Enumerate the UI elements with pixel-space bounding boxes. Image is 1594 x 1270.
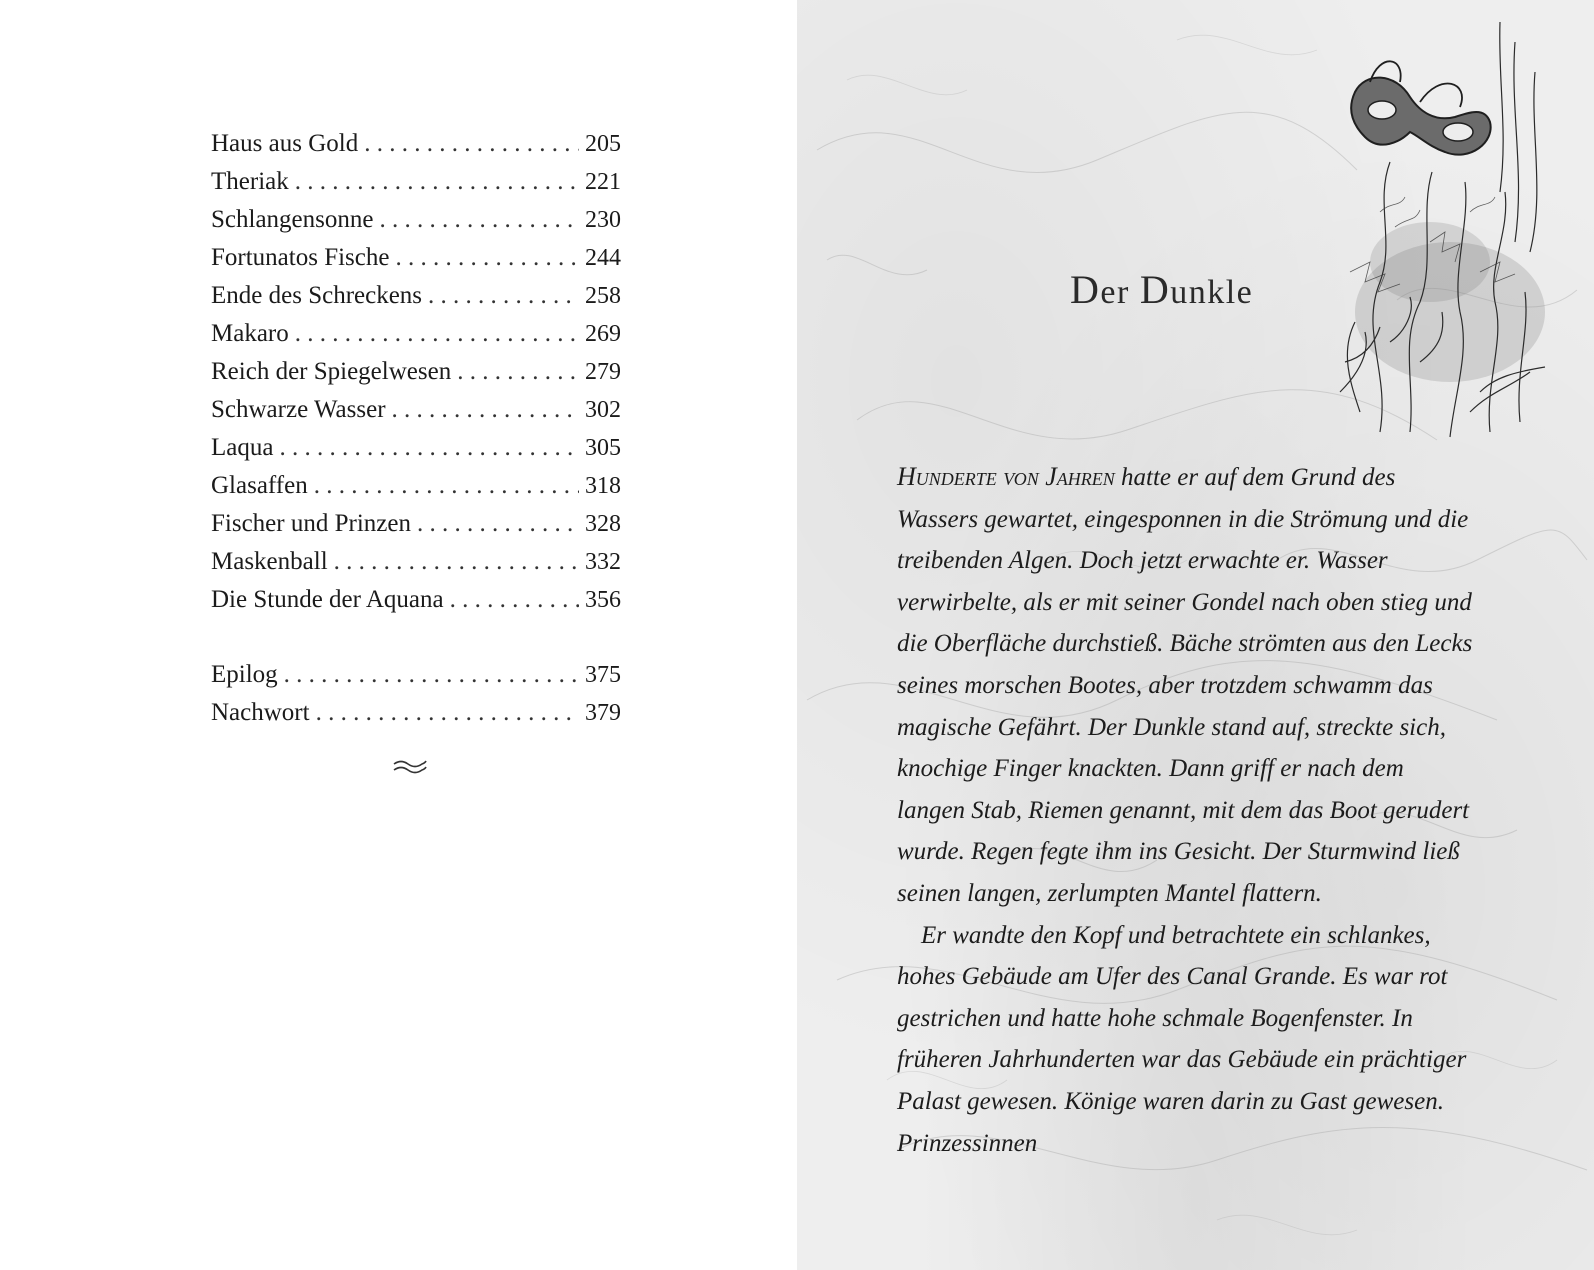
toc-page: 375 bbox=[585, 662, 621, 688]
toc-leader bbox=[295, 315, 579, 352]
toc-page: 302 bbox=[585, 397, 621, 423]
toc-entry bbox=[211, 543, 621, 581]
toc-leader bbox=[364, 125, 579, 162]
toc-leader bbox=[395, 239, 579, 276]
toc-leader bbox=[316, 694, 579, 731]
toc-entry bbox=[211, 353, 621, 391]
paragraph: Hunderte von Jahren hatte er auf dem Grund des Wassers gewartet, eingesponnen in die Strömung und die treibenden Algen. Doch jetzt erwachte er. Wasser verwirbelte, als er mit seiner Gondel nach oben stieg und die Oberfläche durchstieß. Bäche strömten aus den Lecks seines morschen Bootes, aber trotzdem schwamm das magische Gefährt. Der Dunkle stand auf, streckte sich, knochige Finger knackten. Dann griff er nach dem langen Stab, Riemen genannt, mit dem das Boot gerudert wurde. Regen fegte ihm ins Gesicht. Der Sturmwind ließ seinen langen, zerlumpten Mantel flattern. bbox=[897, 462, 1473, 907]
toc-page: 269 bbox=[585, 321, 621, 347]
toc-entry bbox=[211, 277, 621, 315]
toc-title: Makaro bbox=[211, 320, 289, 347]
toc-title: Schwarze Wasser bbox=[211, 396, 386, 423]
toc-page: 258 bbox=[585, 283, 621, 309]
toc-leader bbox=[314, 467, 579, 504]
toc-page: 205 bbox=[585, 131, 621, 157]
toc-leader bbox=[379, 201, 579, 238]
toc-entry bbox=[211, 467, 621, 505]
toc-title: Glasaffen bbox=[211, 472, 308, 499]
toc-page: 305 bbox=[585, 435, 621, 461]
toc-entry bbox=[211, 125, 621, 163]
toc-entry bbox=[211, 315, 621, 353]
toc-page: 379 bbox=[585, 700, 621, 726]
toc-leader bbox=[279, 429, 579, 466]
toc-entry bbox=[211, 581, 621, 619]
toc-page: 332 bbox=[585, 549, 621, 575]
toc-title: Epilog bbox=[211, 661, 278, 688]
toc-title: Die Stunde der Aquana bbox=[211, 586, 444, 613]
opening-words: Hunderte von Jahren bbox=[897, 462, 1115, 491]
carnival-mask-icon bbox=[1351, 61, 1491, 154]
paragraph: Er wandte den Kopf und betrachtete ein schlankes, hohes Gebäude am Ufer des Canal Grande. Es war rot gestrichen und hatte hohe schmale Bogenfenster. In früheren Jahrhunderten war das Gebäude ein prächtiger Palast gewesen. Könige waren darin zu Gast gewesen. Prinzessinnen bbox=[897, 921, 1467, 1157]
toc-leader bbox=[417, 505, 579, 542]
toc-entry bbox=[211, 391, 621, 429]
toc-entry bbox=[211, 694, 621, 732]
toc-spacer bbox=[211, 619, 621, 656]
toc-title: Fortunatos Fische bbox=[211, 244, 390, 271]
mask-seaweed-illustration bbox=[1320, 12, 1560, 452]
toc-title: Ende des Schreckens bbox=[211, 282, 423, 309]
toc-page: 230 bbox=[585, 207, 621, 233]
table-of-contents bbox=[211, 125, 621, 732]
toc-entry bbox=[211, 429, 621, 467]
toc-page: 328 bbox=[585, 511, 621, 537]
toc-title: Maskenball bbox=[211, 548, 328, 575]
toc-page: 244 bbox=[585, 245, 621, 271]
toc-leader bbox=[457, 353, 579, 390]
toc-entry bbox=[211, 656, 621, 694]
toc-entry bbox=[211, 163, 621, 201]
toc-title: Haus aus Gold bbox=[211, 130, 359, 157]
toc-leader bbox=[284, 656, 579, 693]
toc-title: Nachwort bbox=[211, 699, 310, 726]
wave-ornament-icon bbox=[392, 758, 428, 776]
toc-entry bbox=[211, 505, 621, 543]
toc-page: 279 bbox=[585, 359, 621, 385]
toc-page: 221 bbox=[585, 169, 621, 195]
toc-title: Laqua bbox=[211, 434, 274, 461]
chapter-title: Der Dunkle bbox=[1070, 267, 1254, 312]
toc-leader bbox=[392, 391, 579, 428]
toc-leader bbox=[428, 277, 579, 314]
toc-entry bbox=[211, 239, 621, 277]
chapter-body bbox=[897, 456, 1477, 1164]
toc-title: Theriak bbox=[211, 168, 289, 195]
toc-leader bbox=[334, 543, 579, 580]
toc-page: 318 bbox=[585, 473, 621, 499]
toc-entry bbox=[211, 201, 621, 239]
right-page bbox=[797, 0, 1594, 1270]
toc-leader bbox=[295, 163, 579, 200]
toc-title: Reich der Spiegelwesen bbox=[211, 358, 452, 385]
toc-title: Fischer und Prinzen bbox=[211, 510, 411, 537]
toc-leader bbox=[450, 581, 579, 618]
toc-page: 356 bbox=[585, 587, 621, 613]
toc-title: Schlangensonne bbox=[211, 206, 374, 233]
